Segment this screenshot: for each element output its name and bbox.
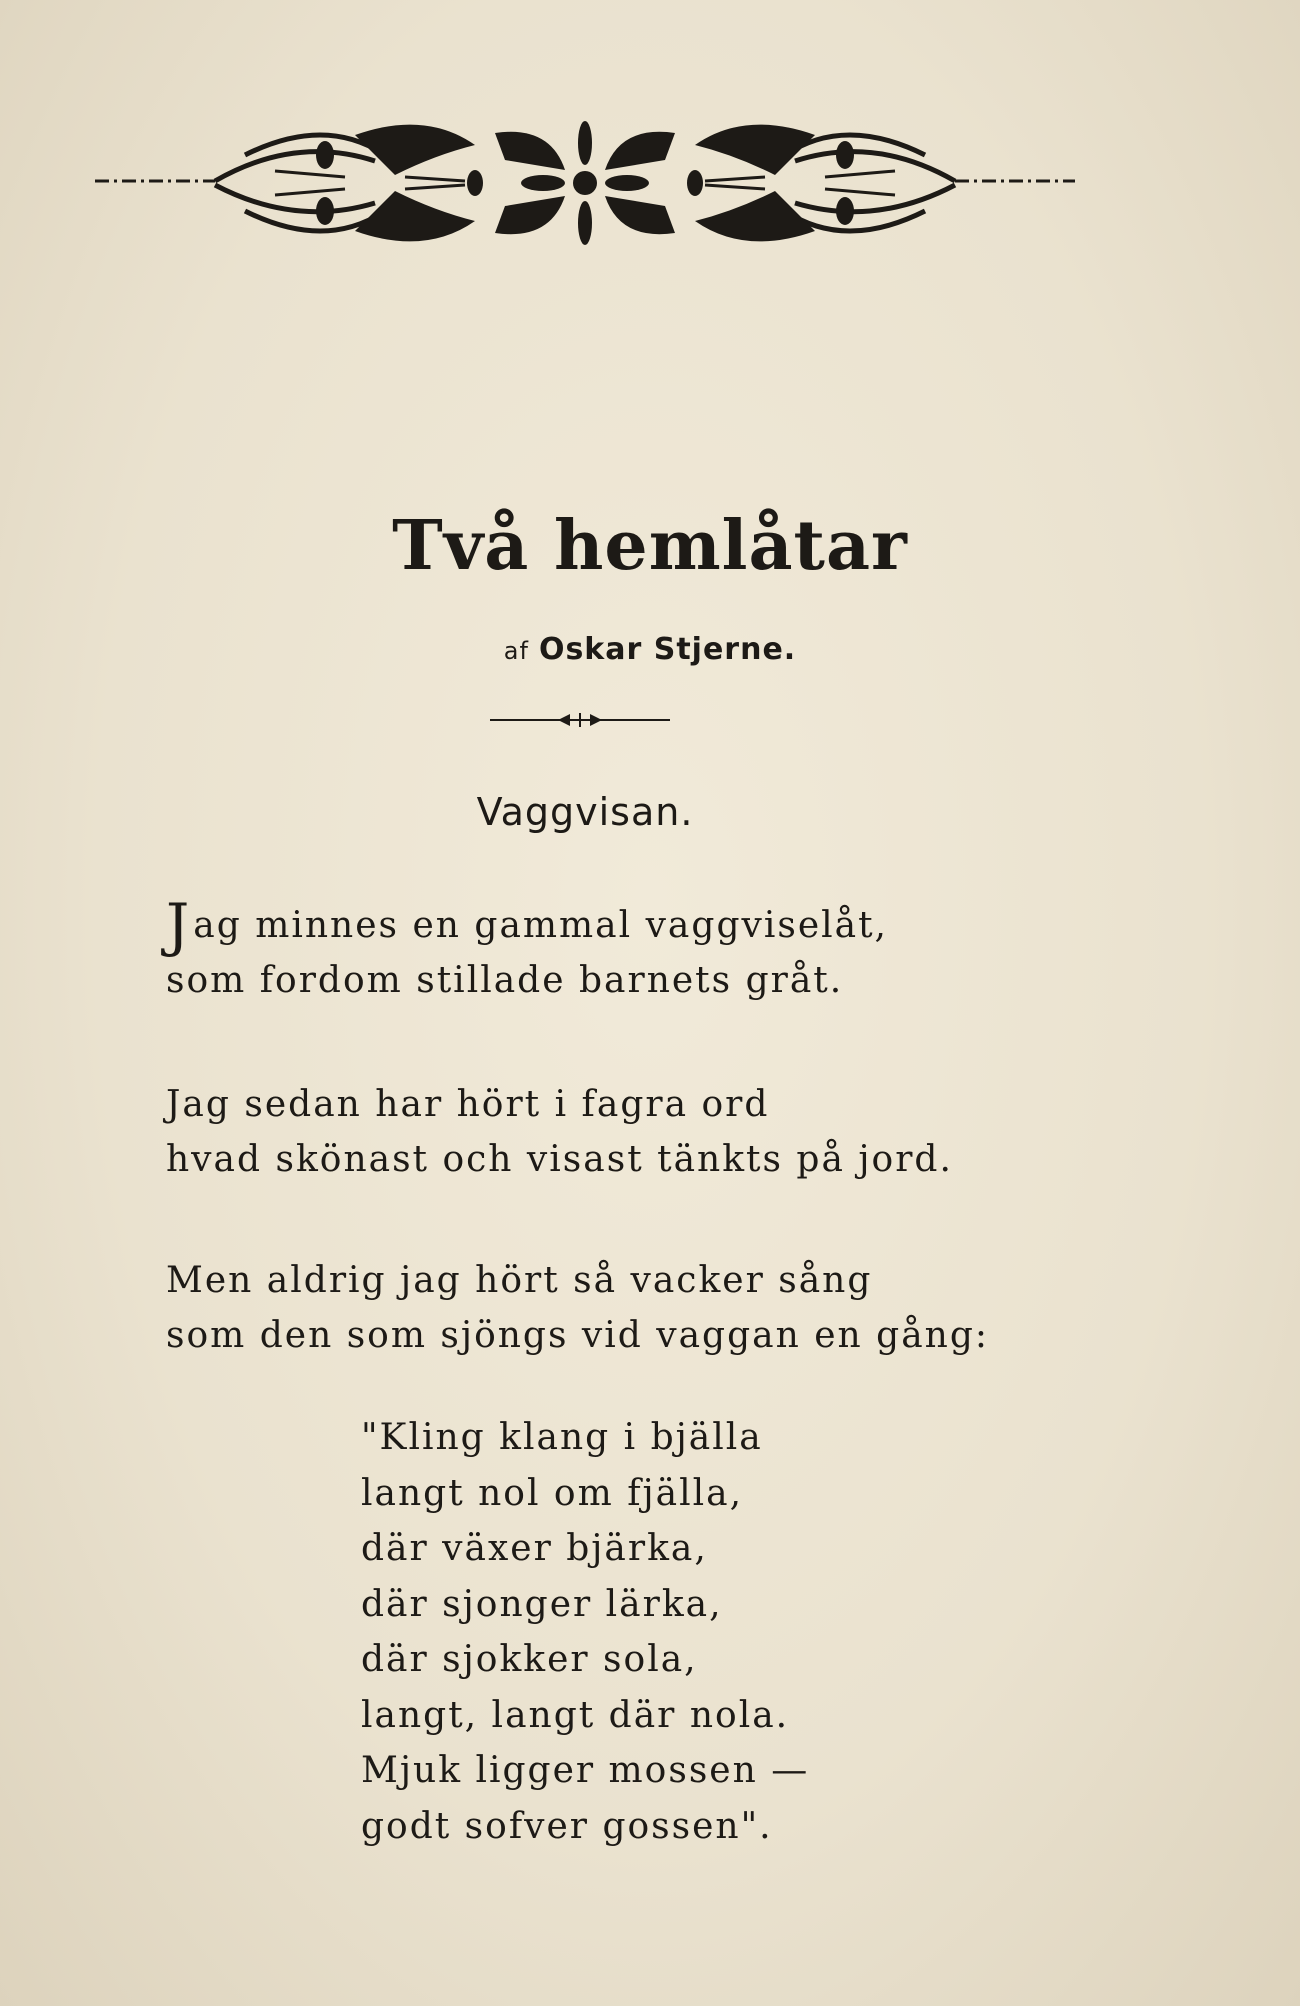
stanza-2 (166, 1077, 1066, 1187)
stanza-line: som fordom stillade barnets gråt. (166, 960, 844, 1001)
refrain-line: där sjokker sola, (361, 1639, 698, 1680)
author-name: Oskar Stjerne. (538, 632, 797, 667)
drop-cap: J (166, 891, 192, 959)
refrain-line: Mjuk ligger mossen — (361, 1750, 810, 1791)
byline (0, 632, 1300, 667)
stanza-line: hvad skönast och visast tänkts på jord. (166, 1139, 953, 1180)
refrain-line: där sjonger lärka, (361, 1583, 723, 1625)
refrain-line: godt sofver gossen". (361, 1805, 773, 1847)
poem-title: Två hemlåtar (392, 506, 908, 586)
refrain (361, 1410, 961, 1854)
stanza-3 (166, 1253, 1066, 1363)
refrain-line: langt, langt där nola. (361, 1694, 790, 1736)
refrain-line: "Kling klang i bjälla (361, 1417, 763, 1458)
poem-subtitle: Vaggvisan. (476, 790, 694, 834)
stanza-1 (166, 891, 1066, 1008)
stanza-line: Men aldrig jag hört så vacker sång (166, 1260, 873, 1301)
stanza-line: Jag minnes en gammal vaggviselåt, (166, 891, 889, 959)
refrain-line: langt nol om fjälla, (361, 1472, 744, 1514)
byline-prefix: af (503, 637, 529, 665)
stanza-line: som den som sjöngs vid vaggan en gång: (166, 1315, 990, 1356)
decorative-ornament-header (95, 115, 1075, 255)
stanza-line: Jag sedan har hört i fagra ord (166, 1084, 770, 1125)
decorative-rule (490, 710, 670, 730)
refrain-line: där växer bjärka, (361, 1528, 708, 1569)
